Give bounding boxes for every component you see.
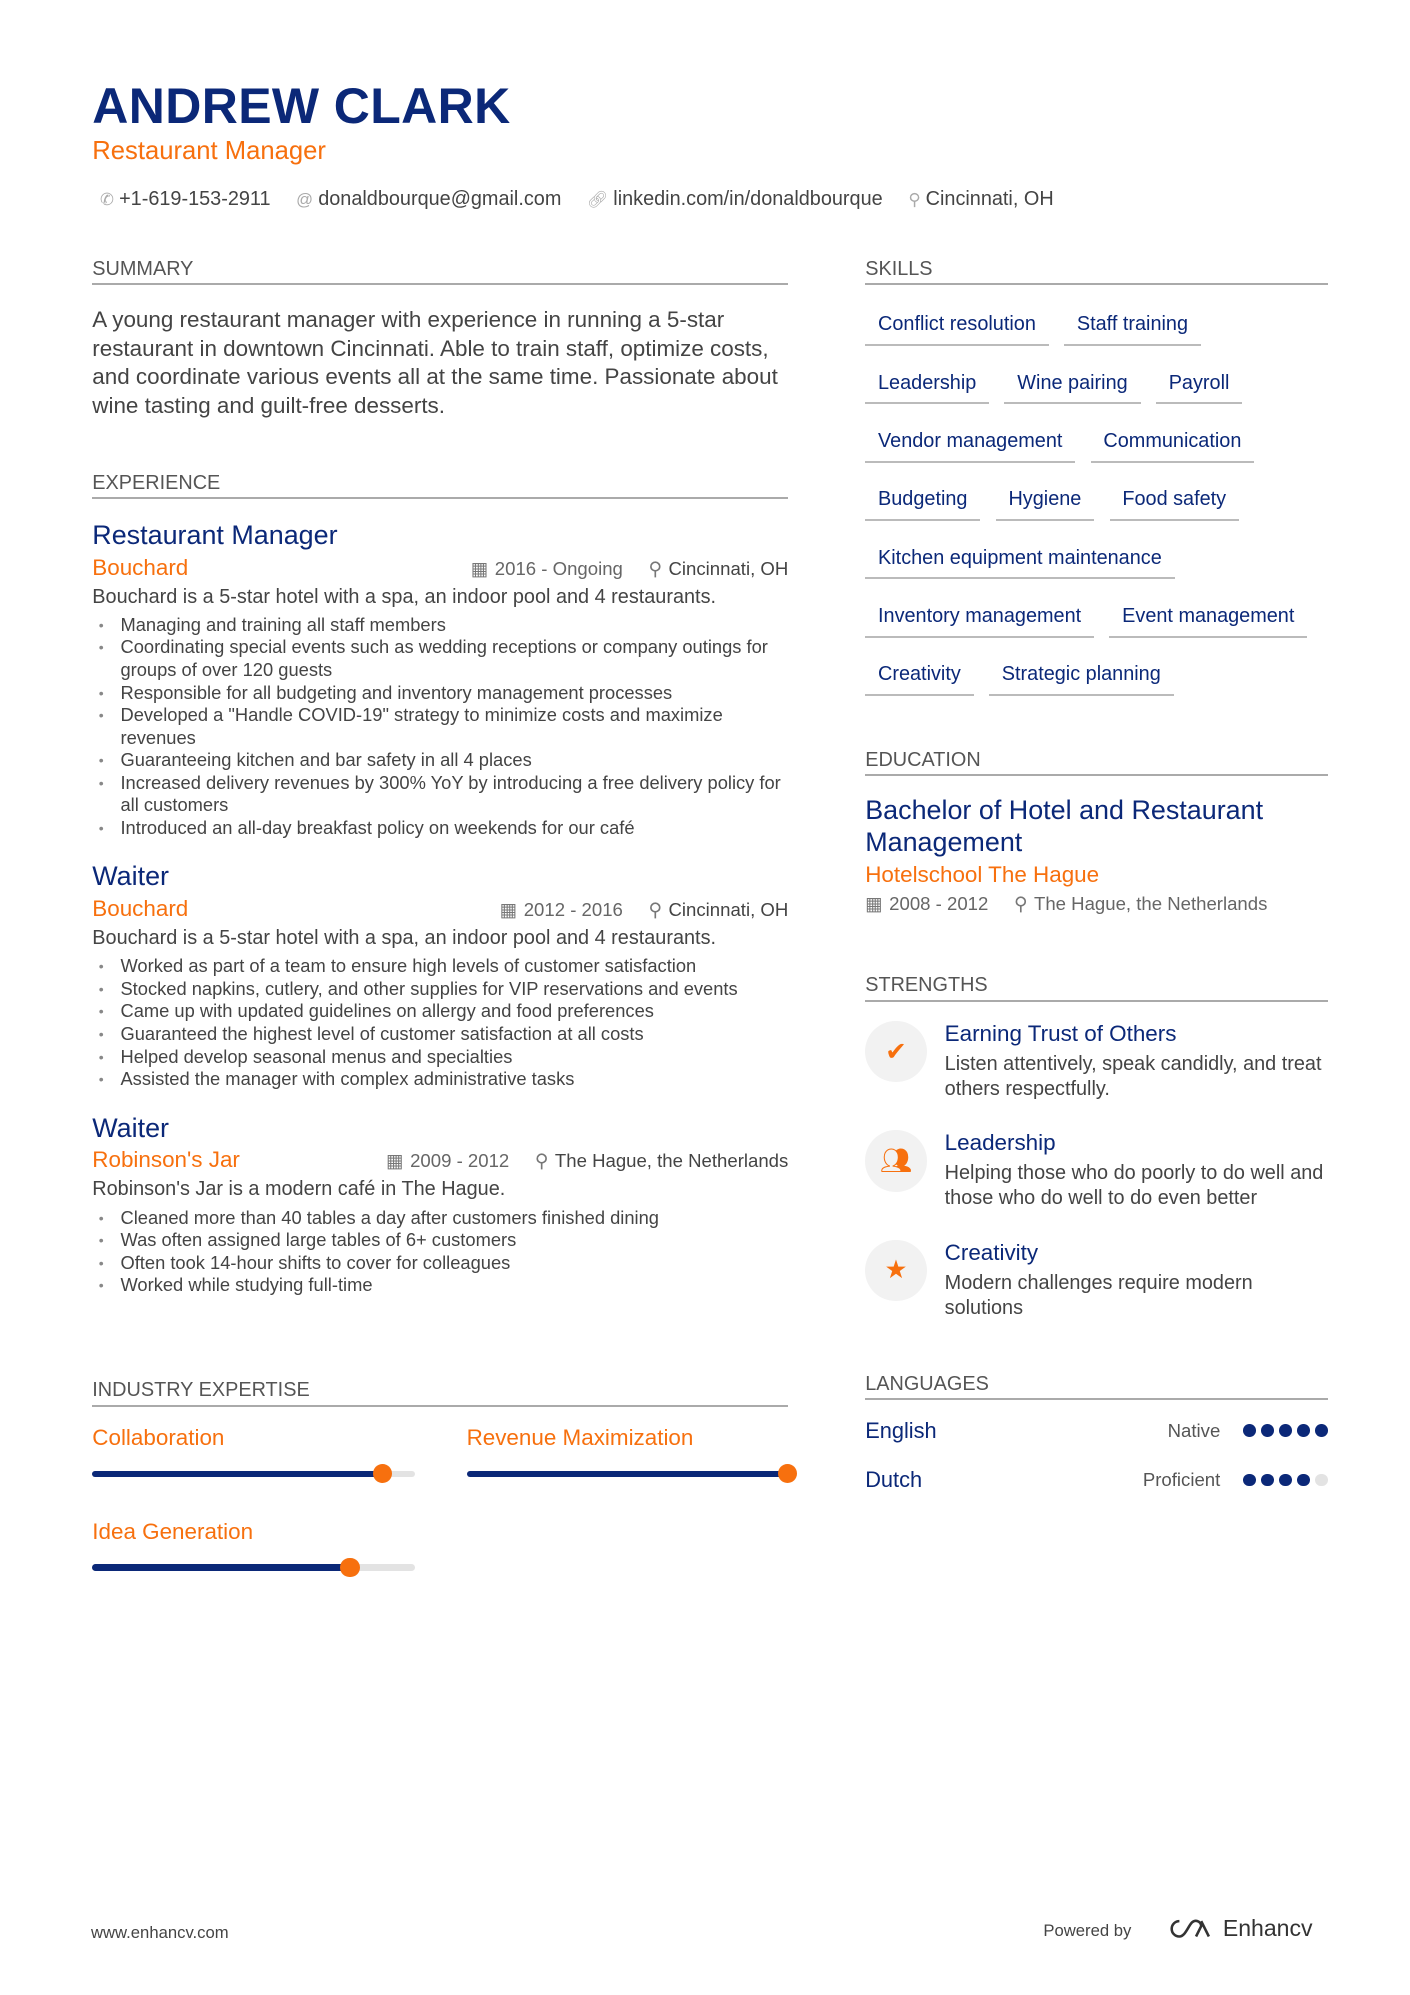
calendar-icon: ▦: [386, 1150, 404, 1172]
summary-section: [92, 258, 788, 421]
contact-bar: [100, 188, 1054, 211]
job-location-text: Cincinnati, OH: [668, 899, 789, 921]
strength-title: Creativity: [944, 1239, 1039, 1265]
bullet-item: • Stocked napkins, cutlery, and other supplies for VIP reservations and events: [120, 978, 788, 1001]
language-dots: [1238, 1468, 1328, 1492]
job-dates: [471, 558, 623, 580]
bullet-item: • Coordinating special events such as wedding receptions or company outings for groups of over 120 guests: [120, 636, 788, 681]
bullet-item: • Managing and training all staff members: [120, 614, 788, 637]
language-item: [865, 1418, 1328, 1444]
job-location-text: The Hague, the Netherlands: [554, 1150, 789, 1172]
strength-desc: Modern challenges require modern solutions: [944, 1271, 1253, 1319]
strength-title: Earning Trust of Others: [944, 1020, 1177, 1046]
job-location-text: Cincinnati, OH: [668, 557, 789, 579]
expertise-bar-knob: [340, 1558, 359, 1577]
strength-body: [945, 1130, 1328, 1211]
skill-tag: Communication: [1091, 424, 1255, 463]
contact-linkedin[interactable]: 🔗︎ linkedin.com/in/donaldbourque: [587, 188, 883, 211]
level-dot: [1261, 1474, 1274, 1487]
skill-tag: Staff training: [1064, 307, 1201, 346]
level-dot: [1297, 1424, 1310, 1437]
candidate-title: Restaurant Manager: [92, 137, 326, 166]
expertise-bar-fill: [92, 1471, 383, 1477]
check-icon: ✔: [865, 1021, 927, 1083]
bullet-item: • Was often assigned large tables of 6+ customers: [120, 1229, 788, 1252]
level-dot: [1243, 1474, 1256, 1487]
strength-item: [865, 1130, 1328, 1211]
expertise-item: [92, 1425, 415, 1477]
skill-tag: Conflict resolution: [865, 307, 1048, 346]
job-bullets: [92, 614, 788, 840]
candidate-name: ANDREW CLARK: [92, 77, 511, 134]
skill-tag: Inventory management: [865, 599, 1094, 638]
job-location: [535, 1150, 788, 1172]
bullet-item: • Worked as part of a team to ensure high levels of customer satisfaction: [120, 955, 788, 978]
job-row: [92, 896, 788, 922]
level-dot: [1261, 1424, 1274, 1437]
calendar-icon: ▦: [499, 899, 518, 921]
location-icon: ⚲: [534, 1150, 549, 1172]
job-entry: [92, 1113, 788, 1297]
job-dates: [500, 899, 623, 921]
language-level: Proficient: [1142, 1469, 1221, 1491]
expertise-bar-knob: [373, 1464, 392, 1483]
company-description: Bouchard is a 5-star hotel with a spa, an indoor pool and 4 restaurants.: [92, 585, 717, 608]
location-icon: ⚲: [648, 557, 663, 579]
skill-tag: Food safety: [1110, 482, 1239, 521]
job-title: Restaurant Manager: [92, 519, 338, 550]
company: Bouchard: [92, 896, 189, 922]
section-heading: EDUCATION: [865, 749, 1328, 777]
location-icon: ⚲: [1013, 893, 1028, 915]
bullet-item: • Came up with updated guidelines on allergy and food preferences: [120, 1000, 788, 1023]
level-dot: [1315, 1474, 1328, 1487]
skill-tag: Payroll: [1156, 365, 1242, 404]
section-heading: SKILLS: [865, 258, 1328, 286]
education-meta: ▦ 2008 - 2012 ⚲ The Hague, the Netherlands: [865, 893, 1268, 915]
job-title: Waiter: [92, 861, 170, 892]
powered-by: Powered by: [1043, 1921, 1132, 1941]
skill-tag: Leadership: [865, 365, 989, 404]
job-title: Waiter: [92, 1112, 170, 1143]
footer-url[interactable]: www.enhancv.com: [91, 1922, 229, 1942]
expertise-label: Collaboration: [92, 1425, 225, 1451]
language-level: Native: [1167, 1420, 1221, 1442]
job-meta: [386, 1150, 788, 1172]
skill-tag: Hygiene: [996, 482, 1095, 521]
level-dot: [1243, 1424, 1256, 1437]
expertise-label: Revenue Maximization: [466, 1425, 694, 1451]
expertise-bar: [92, 1564, 415, 1570]
enhancv-logo-icon: [1164, 1916, 1213, 1942]
bullet-item: • Developed a "Handle COVID-19" strategy to minimize costs and maximize revenues: [120, 704, 788, 749]
languages-section: [865, 1373, 1328, 1517]
bullet-item: • Cleaned more than 40 tables a day after customers finished dining: [120, 1207, 788, 1230]
at-icon: @: [296, 190, 314, 210]
job-dates-text: 2009 - 2012: [410, 1150, 510, 1172]
level-dot: [1279, 1474, 1292, 1487]
bullet-item: • Responsible for all budgeting and inventory management processes: [120, 682, 788, 705]
skill-tag: Kitchen equipment maintenance: [865, 540, 1174, 579]
contact-phone[interactable]: ✆ +1-619-153-2911: [99, 188, 271, 211]
skill-tag: Event management: [1109, 599, 1307, 638]
expertise-bar: [467, 1471, 789, 1477]
expertise-bar-fill: [467, 1471, 789, 1477]
experience-section: [92, 472, 788, 1297]
level-dot: [1279, 1424, 1292, 1437]
job-dates-text: 2016 - Ongoing: [494, 557, 623, 579]
expertise-item: [467, 1425, 789, 1477]
skill-tag: Strategic planning: [989, 657, 1174, 696]
job-bullets: [92, 955, 788, 1090]
contact-email[interactable]: @ donaldbourque@gmail.com: [296, 188, 562, 211]
job-location: [649, 899, 789, 921]
section-heading: SUMMARY: [92, 258, 788, 286]
section-heading: LANGUAGES: [865, 1373, 1328, 1401]
strength-desc: Listen attentively, speak candidly, and treat others respectfully.: [944, 1053, 1322, 1101]
location-icon: ⚲: [908, 190, 921, 210]
language-name: Dutch: [865, 1467, 923, 1493]
school: Hotelschool The Hague: [865, 862, 1100, 887]
bullet-item: • Increased delivery revenues by 300% YoY by introducing a free delivery policy for all customers: [120, 772, 788, 817]
job-meta: [500, 899, 789, 921]
expertise-bar-knob: [778, 1464, 797, 1483]
skill-tag: Wine pairing: [1004, 365, 1140, 404]
strength-body: [945, 1021, 1328, 1102]
strength-title: Leadership: [944, 1130, 1056, 1156]
job-dates-text: 2012 - 2016: [523, 899, 623, 921]
calendar-icon: ▦: [470, 557, 489, 579]
expertise-label: Idea Generation: [92, 1518, 254, 1544]
company-description: Robinson's Jar is a modern café in The Hague.: [92, 1178, 506, 1201]
bullet-item: • Assisted the manager with complex administrative tasks: [120, 1068, 788, 1091]
job-meta: [471, 558, 788, 580]
section-heading: EXPERIENCE: [92, 472, 788, 500]
summary-text: A young restaurant manager with experience in running a 5-star restaurant in downtown Cincinnati. Able to train staff, optimize costs, and coordinate various events all at the same time. Passionate about wine tasting and guilt-free desserts.: [92, 306, 778, 419]
strength-body: [945, 1240, 1328, 1321]
enhancv-logo[interactable]: Enhancv: [1164, 1915, 1313, 1942]
section-heading: STRENGTHS: [865, 974, 1328, 1002]
language-item: [865, 1467, 1328, 1493]
language-name: English: [865, 1418, 937, 1444]
skills-section: [865, 258, 1328, 716]
strengths-section: [865, 974, 1328, 1321]
bullet-item: • Helped develop seasonal menus and specialties: [120, 1046, 788, 1069]
company: Robinson's Jar: [92, 1147, 240, 1173]
contact-location: ⚲ Cincinnati, OH: [908, 188, 1054, 211]
star-icon: ★: [865, 1240, 927, 1302]
job-entry: [92, 861, 788, 1090]
job-bullets: [92, 1207, 788, 1297]
education-section: [865, 749, 1328, 916]
skill-tag: Vendor management: [865, 424, 1075, 463]
level-dot: [1297, 1474, 1310, 1487]
expertise-item: [92, 1519, 415, 1571]
skill-tag: Budgeting: [865, 482, 980, 521]
strength-item: [865, 1021, 1328, 1102]
degree: Bachelor of Hotel and Restaurant Management: [865, 795, 1264, 858]
expertise-bar-fill: [92, 1564, 350, 1570]
strength-item: [865, 1240, 1328, 1321]
company-description: Bouchard is a 5-star hotel with a spa, an indoor pool and 4 restaurants.: [92, 927, 717, 950]
link-icon: 🔗︎: [587, 190, 609, 210]
job-row: [92, 555, 788, 581]
bullet-item: • Introduced an all-day breakfast policy on weekends for our café: [120, 817, 788, 840]
location-icon: ⚲: [648, 899, 663, 921]
job-dates: [386, 1150, 509, 1172]
level-dot: [1315, 1424, 1328, 1437]
strength-desc: Helping those who do poorly to do well and those who do well to do even better: [944, 1162, 1324, 1210]
language-dots: [1238, 1419, 1328, 1443]
job-row: [92, 1147, 788, 1173]
company: Bouchard: [92, 554, 189, 580]
people-icon: 👥︎: [865, 1130, 927, 1192]
expertise-bar: [92, 1471, 415, 1477]
bullet-item: • Worked while studying full-time: [120, 1274, 788, 1297]
skill-tag: Creativity: [865, 657, 973, 696]
phone-icon: ✆: [99, 190, 114, 210]
job-location: [649, 558, 789, 580]
calendar-icon: ▦: [865, 893, 883, 915]
job-entry: [92, 520, 788, 840]
section-heading: INDUSTRY EXPERTISE: [92, 1379, 788, 1407]
bullet-item: • Guaranteed the highest level of customer satisfaction at all costs: [120, 1023, 788, 1046]
bullet-item: • Often took 14-hour shifts to cover for colleagues: [120, 1252, 788, 1275]
bullet-item: • Guaranteeing kitchen and bar safety in all 4 places: [120, 749, 788, 772]
expertise-section: [92, 1379, 788, 1407]
